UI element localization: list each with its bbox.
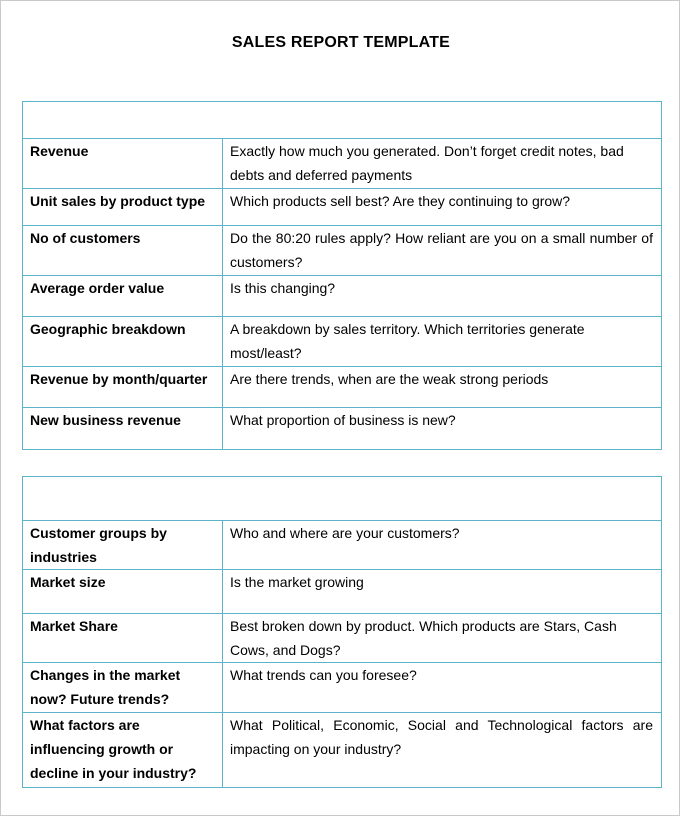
table-row (23, 317, 662, 367)
empty-header-cell (23, 477, 662, 521)
row-label: Market Share (23, 614, 223, 663)
table-row (23, 713, 662, 788)
page-title: SALES REPORT TEMPLATE (231, 34, 451, 51)
market-analysis-table (22, 476, 662, 788)
row-description: A breakdown by sales territory. Which territories generate most/least? (223, 317, 662, 367)
row-label: Geographic breakdown (23, 317, 223, 367)
row-description: Which products sell best? Are they continuing to grow? (223, 189, 662, 226)
row-label: New business revenue (23, 408, 223, 450)
row-label: Average order value (23, 276, 223, 317)
table-row (23, 139, 662, 189)
row-description: Who and where are your customers? (223, 521, 662, 570)
table-row (23, 276, 662, 317)
table-row (23, 570, 662, 614)
table-row (23, 663, 662, 713)
row-description: Exactly how much you generated. Don’t forget credit notes, bad debts and deferred payments (223, 139, 662, 189)
table-row (23, 226, 662, 276)
row-label: What factors are influencing growth or decline in your industry? (23, 713, 223, 788)
table-row (23, 521, 662, 570)
row-label: Changes in the market now? Future trends? (23, 663, 223, 713)
sales-metrics-table (22, 101, 662, 450)
row-description: Best broken down by product. Which products are Stars, Cash Cows, and Dogs? (223, 614, 662, 663)
row-label: Revenue (23, 139, 223, 189)
row-description: Is this changing? (223, 276, 662, 317)
table-header-row (23, 477, 662, 521)
row-description: Do the 80:20 rules apply? How reliant are you on a small number of customers? (223, 226, 662, 276)
row-label: Market size (23, 570, 223, 614)
table-row (23, 408, 662, 450)
row-description: Is the market growing (223, 570, 662, 614)
row-label: Revenue by month/quarter (23, 367, 223, 408)
table-row (23, 614, 662, 663)
row-label: No of customers (23, 226, 223, 276)
row-label: Unit sales by product type (23, 189, 223, 226)
row-description: What proportion of business is new? (223, 408, 662, 450)
row-description: What trends can you foresee? (223, 663, 662, 713)
table-row (23, 367, 662, 408)
row-label: Customer groups by industries (23, 521, 223, 570)
table-header-row (23, 102, 662, 139)
empty-header-cell (23, 102, 662, 139)
row-description: Are there trends, when are the weak strong periods (223, 367, 662, 408)
table-row (23, 189, 662, 226)
row-description: What Political, Economic, Social and Technological factors are impacting on your industry? (223, 713, 662, 788)
